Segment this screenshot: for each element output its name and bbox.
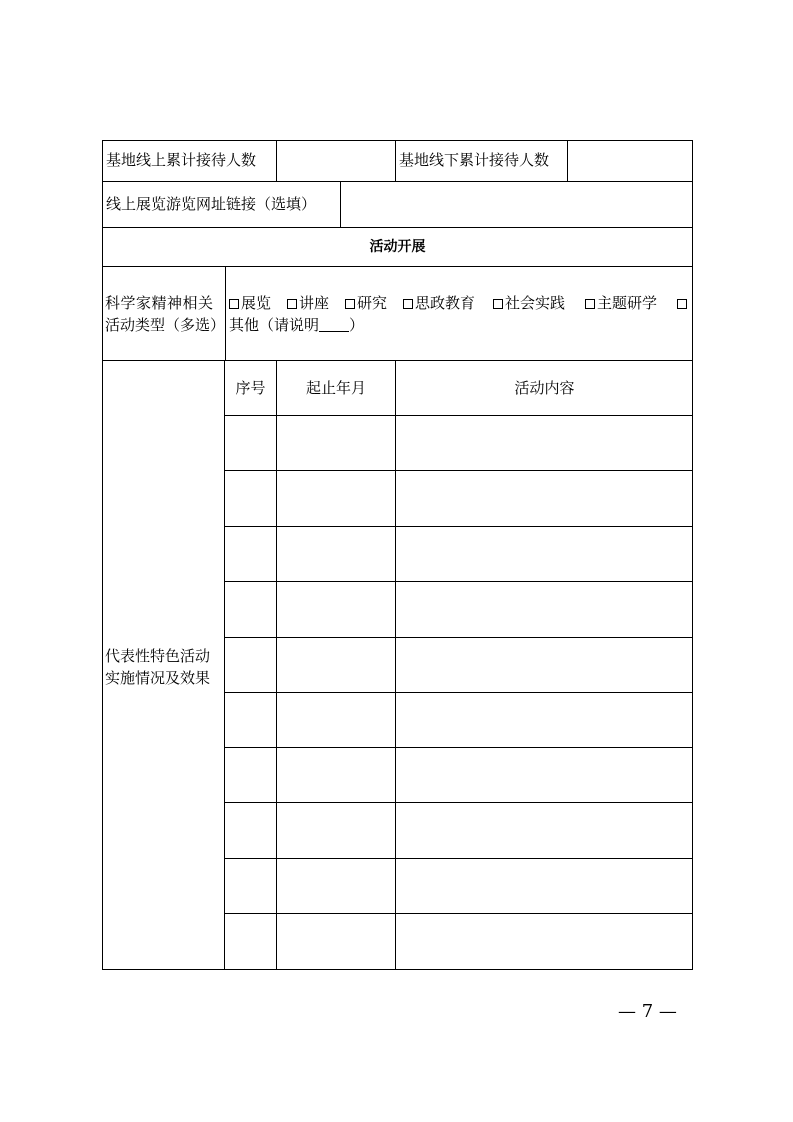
col-divider [225,266,226,360]
other-specify-field[interactable] [319,317,349,332]
row-divider [224,858,693,859]
table-cell-content[interactable] [396,931,693,953]
row-divider [224,692,693,693]
checkbox-icon[interactable] [403,299,413,309]
table-cell-period[interactable] [277,488,395,510]
table-cell-seq[interactable] [225,931,276,953]
table-cell-period[interactable] [277,820,395,842]
option-other-checkbox[interactable] [677,292,689,314]
checkbox-icon[interactable] [345,299,355,309]
table-cell-content[interactable] [396,432,693,454]
table-cell-content[interactable] [396,599,693,621]
option-exhibition[interactable] [229,292,271,314]
option-theme-study[interactable] [585,292,657,314]
table-cell-content[interactable] [396,543,693,565]
row-divider [102,266,693,267]
option-label: 其他（请说明 [229,316,320,334]
offline-visitors-label: 基地线下累计接待人数 [399,151,550,169]
row-divider [102,181,693,182]
row-divider [224,470,693,471]
checkbox-icon[interactable] [585,299,595,309]
row-divider [224,802,693,803]
checkbox-icon[interactable] [287,299,297,309]
col-divider [276,140,277,181]
table-cell-period[interactable] [277,599,395,621]
row-divider [224,747,693,748]
option-other [229,314,364,336]
table-cell-content[interactable] [396,488,693,510]
online-visitors-field[interactable] [280,149,390,171]
activity-type-label-line1: 科学家精神相关 [105,294,214,312]
online-exhibition-link-label: 线上展览游览网址链接（选填） [106,195,317,213]
col-divider [340,181,341,227]
table-cell-content[interactable] [396,709,693,731]
row-divider [224,637,693,638]
online-visitors-label: 基地线上累计接待人数 [106,151,257,169]
page-number: — 7 — [618,1001,677,1022]
option-label: 思政教育 [415,294,476,312]
option-ideological-education[interactable] [403,292,475,314]
col-divider [395,140,396,181]
option-label: 社会实践 [505,294,566,312]
table-cell-seq[interactable] [225,654,276,676]
row-divider [102,360,693,361]
online-exhibition-link-field[interactable] [345,193,688,215]
table-cell-seq[interactable] [225,820,276,842]
checkbox-icon[interactable] [229,299,239,309]
section-title: 活动开展 [369,239,426,255]
table-cell-content[interactable] [396,875,693,897]
activity-type-label-line2: 活动类型（多选） [105,316,226,334]
table-cell-content[interactable] [396,820,693,842]
table-cell-period[interactable] [277,764,395,786]
option-close-paren: ） [349,316,365,334]
table-cell-period[interactable] [277,654,395,676]
row-divider [224,415,693,416]
offline-visitors-field[interactable] [571,149,689,171]
table-cell-period[interactable] [277,709,395,731]
table-cell-period[interactable] [277,432,395,454]
table-cell-seq[interactable] [225,764,276,786]
option-label: 讲座 [299,294,330,312]
representative-label-line1: 代表性特色活动 [105,647,211,665]
option-lecture[interactable] [287,292,329,314]
table-cell-seq[interactable] [225,488,276,510]
row-divider [102,227,693,228]
row-divider [224,581,693,582]
header-content: 活动内容 [514,379,575,397]
checkbox-icon[interactable] [493,299,503,309]
table-cell-content[interactable] [396,654,693,676]
row-divider [224,526,693,527]
option-label: 研究 [357,294,388,312]
option-label: 展览 [241,294,272,312]
table-cell-seq[interactable] [225,432,276,454]
table-cell-period[interactable] [277,931,395,953]
option-label: 主题研学 [597,294,658,312]
representative-label-line2: 实施情况及效果 [105,669,211,687]
table-cell-seq[interactable] [225,875,276,897]
table-cell-seq[interactable] [225,543,276,565]
col-divider [567,140,568,181]
option-research[interactable] [345,292,387,314]
table-cell-seq[interactable] [225,599,276,621]
option-social-practice[interactable] [493,292,565,314]
table-cell-period[interactable] [277,543,395,565]
row-divider [224,913,693,914]
table-cell-period[interactable] [277,875,395,897]
header-seq: 序号 [235,379,266,397]
table-cell-seq[interactable] [225,709,276,731]
header-period: 起止年月 [305,379,366,397]
checkbox-icon[interactable] [677,299,687,309]
table-cell-content[interactable] [396,764,693,786]
